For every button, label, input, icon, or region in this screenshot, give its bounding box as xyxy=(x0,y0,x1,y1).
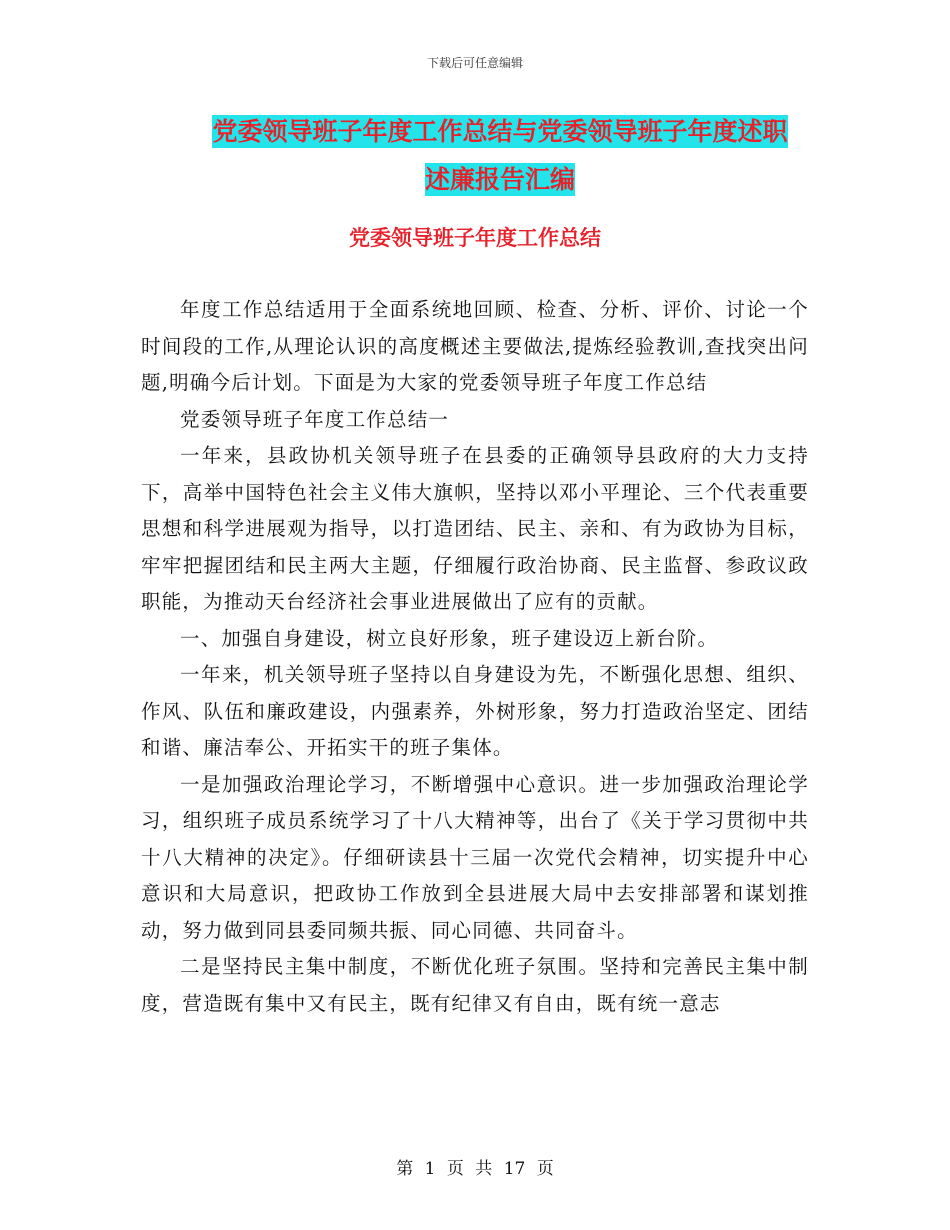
paragraph: 一年来，县政协机关领导班子在县委的正确领导县政府的大力支持下，高举中国特色社会主义伟大旗帜，坚持以邓小平理论、三个代表重要思想和科学进展观为指导，以打造团结、民主、亲和、有为政协为目标，牢牢把握团结和民主两大主题，仔细履行政治协商、民主监督、参政议政职能，为推动天台经济社会事业进展做出了应有的贡献。 xyxy=(141,444,809,613)
paragraph: 二是坚持民主集中制度，不断优化班子氛围。坚持和完善民主集中制度，营造既有集中又有民主，既有纪律又有自由，既有统一意志 xyxy=(141,955,809,1015)
paragraph: 年度工作总结适用于全面系统地回顾、检查、分析、评价、讨论一个时间段的工作,从理论认识的高度概述主要做法,提炼经验教训,查找突出问题,明确今后计划。下面是为大家的党委领导班子年度工作总结 xyxy=(141,298,809,394)
document-title-line2: 述廉报告汇编 xyxy=(424,165,575,194)
paragraph: 一是加强政治理论学习，不断增强中心意识。进一步加强政治理论学习，组织班子成员系统学习了十八大精神等，出台了《关于学习贯彻中共十八大精神的决定》。仔细研读县十三届一次党代会精神，切实提升中心意识和大局意识，把政协工作放到全县进展大局中去安排部署和谋划推动，努力做到同县委同频共振、同心同德、共同奋斗。 xyxy=(141,772,809,942)
paragraph: 党委领导班子年度工作总结一 xyxy=(180,407,450,431)
paragraph: 一年来，机关领导班子坚持以自身建设为先，不断强化思想、组织、作风、队伍和廉政建设，内强素养，外树形象，努力打造政治坚定、团结和谐、廉洁奉公、开拓实干的班子集体。 xyxy=(141,663,809,759)
page-number: 第 1 页 共 17 页 xyxy=(396,1159,554,1179)
document-title xyxy=(140,108,860,204)
document-title-line1: 党委领导班子年度工作总结与党委领导班子年度述职 xyxy=(212,117,788,146)
page-header-note: 下载后可任意编辑 xyxy=(426,56,523,70)
document-body xyxy=(141,292,809,1022)
section-title: 党委领导班子年度工作总结 xyxy=(349,226,601,250)
paragraph: 一、加强自身建设，树立良好形象，班子建设迈上新台阶。 xyxy=(180,626,719,650)
